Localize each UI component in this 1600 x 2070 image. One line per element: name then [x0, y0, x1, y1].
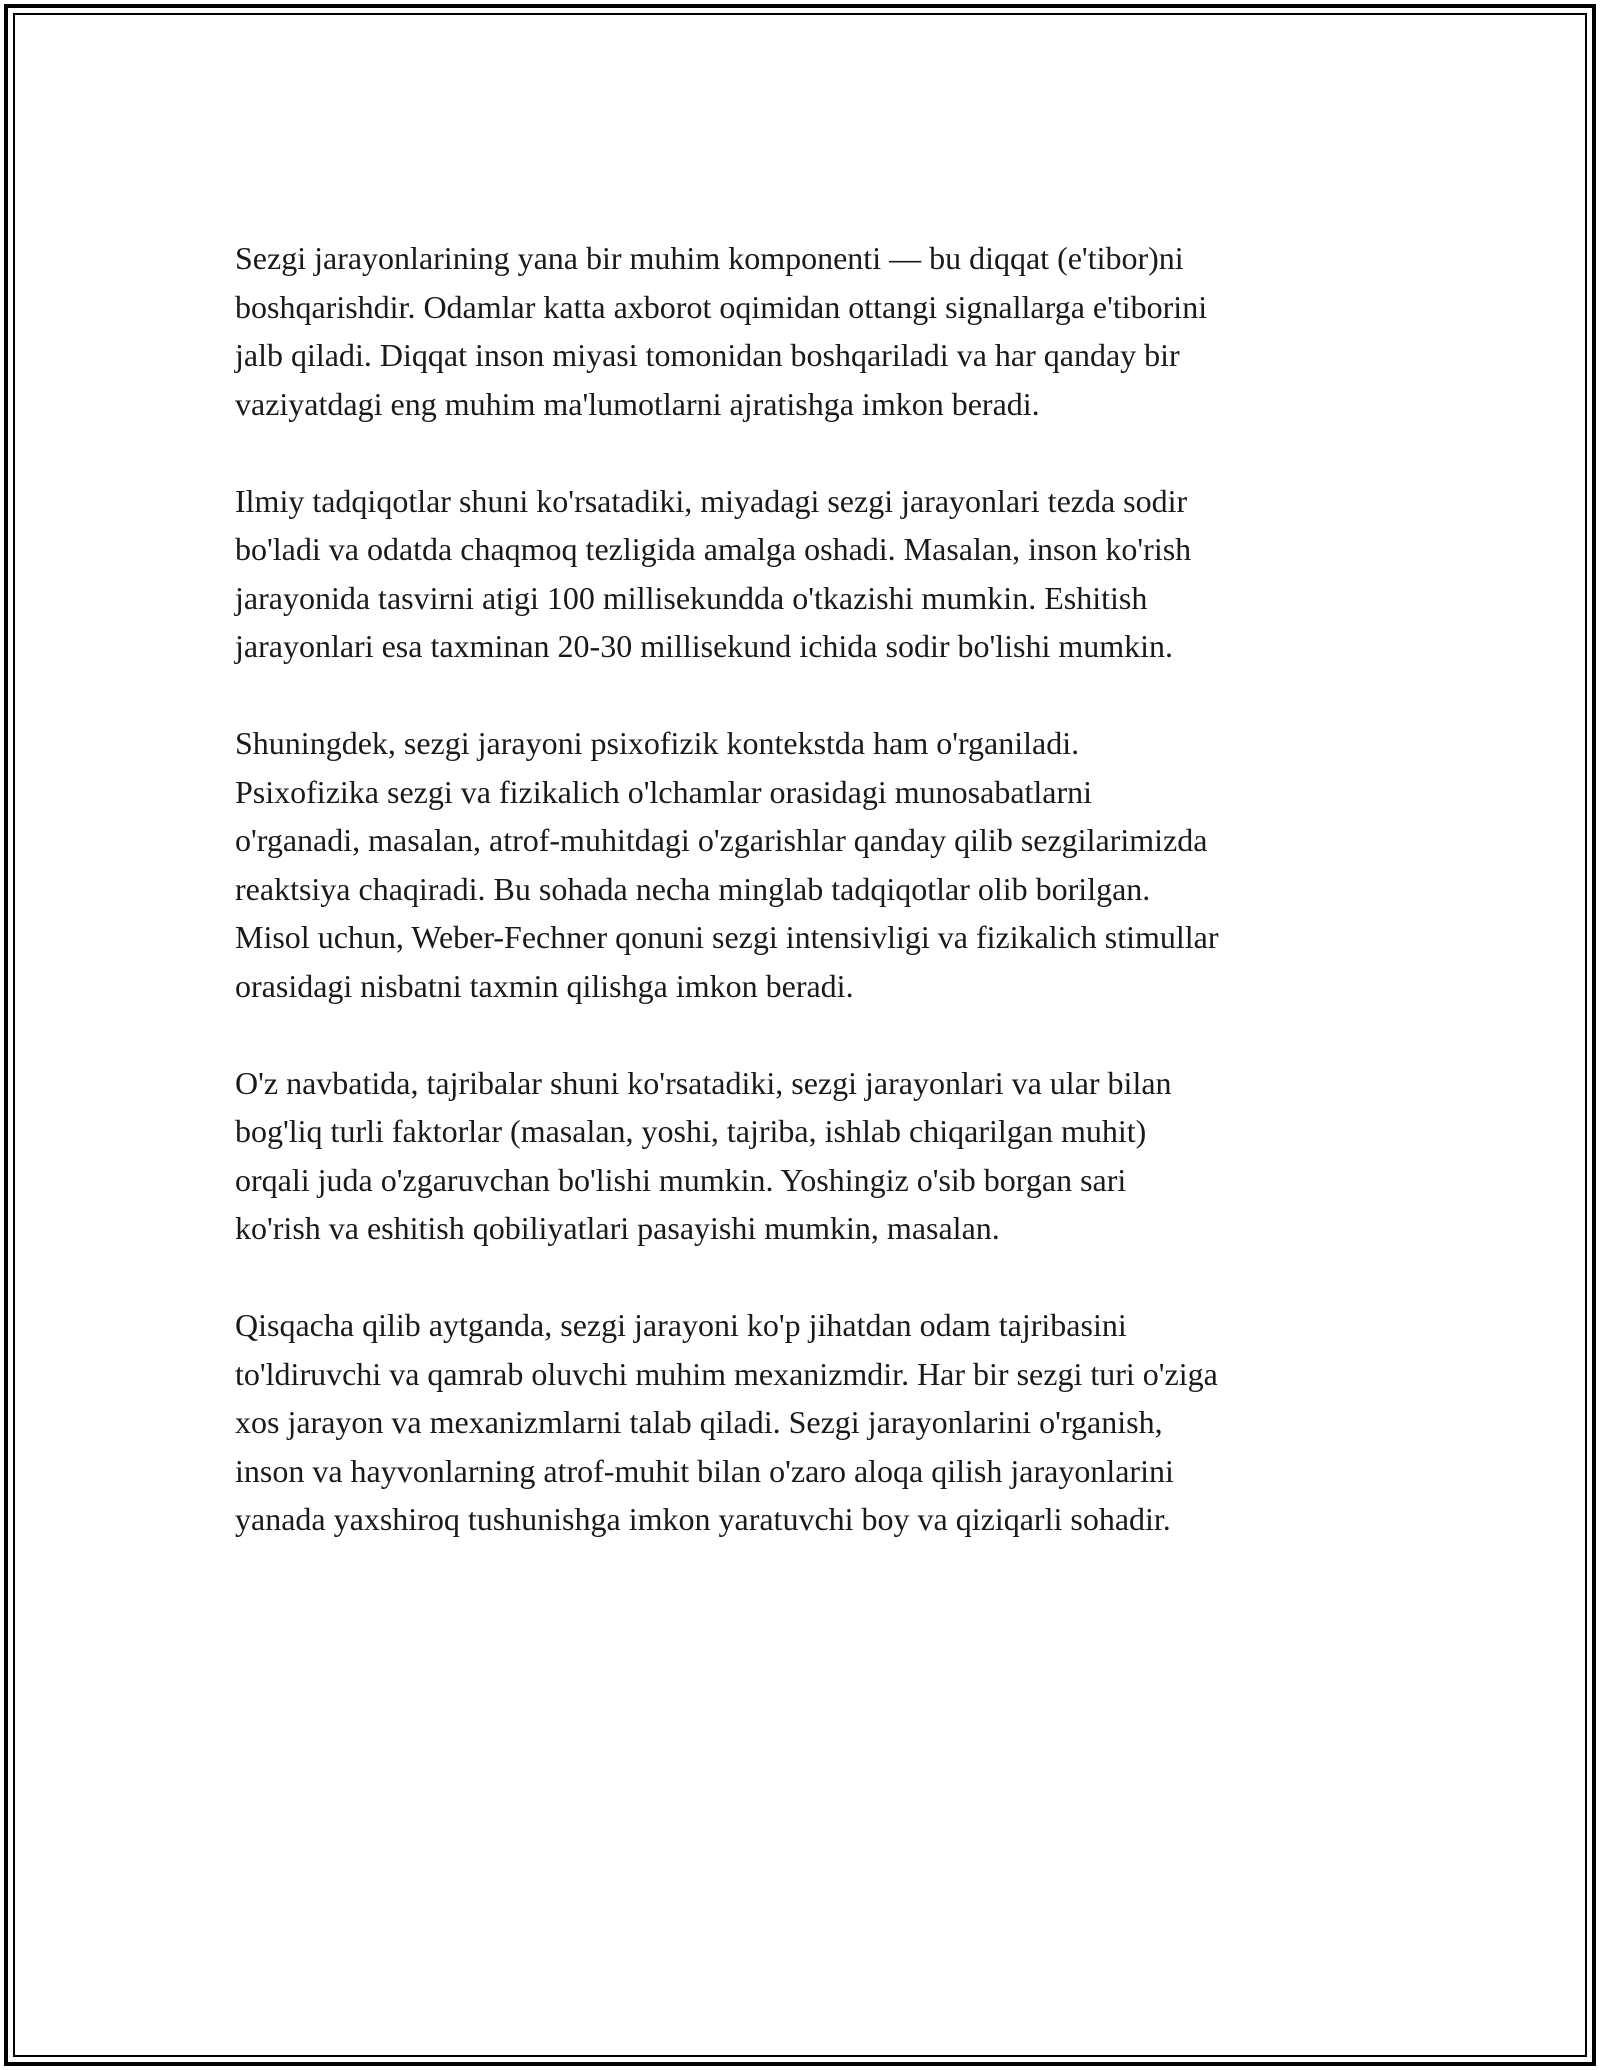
text-line: xos jarayon va mexanizmlarni talab qiladi. Sezgi jarayonlarini o'rganish,	[235, 1404, 1163, 1440]
text-line: Psixofizika sezgi va fizikalich o'lchamlar orasidagi munosabatlarni	[235, 773, 1093, 810]
text-line: jarayonlari esa taxminan 20-30 millisekund ichida sodir bo'lishi mumkin.	[235, 628, 1174, 664]
paragraph-1	[235, 234, 1395, 428]
text-line: o'rganadi, masalan, atrof-muhitdagi o'zgarishlar qanday qilib sezgilarimizda	[235, 822, 1208, 858]
text-line: inson va hayvonlarning atrof-muhit bilan o'zaro aloqa qilish jarayonlarini	[235, 1452, 1174, 1489]
text-line: to'ldiruvchi va qamrab oluvchi muhim mexanizmdir. Har bir sezgi turi o'ziga	[235, 1355, 1218, 1392]
text-line: orqali juda o'zgaruvchan bo'lishi mumkin. Yoshingiz o'sib borgan sari	[235, 1161, 1127, 1198]
text-line: Shuningdek, sezgi jarayoni psixofizik kontekstda ham o'rganiladi.	[235, 725, 1080, 761]
text-line: yanada yaxshiroq tushunishga imkon yaratuvchi boy va qiziqarli sohadir.	[235, 1501, 1171, 1537]
text-line: Ilmiy tadqiqotlar shuni ko'rsatadiki, miyadagi sezgi jarayonlari tezda sodir	[235, 482, 1188, 519]
text-line: bo'ladi va odatda chaqmoq tezligida amalga oshadi. Masalan, inson ko'rish	[235, 531, 1192, 567]
document-body	[235, 234, 1395, 1544]
text-line: vaziyatdagi eng muhim ma'lumotlarni ajratishga imkon beradi.	[235, 385, 1040, 422]
paragraph-5	[235, 1301, 1395, 1544]
text-line: Misol uchun, Weber-Fechner qonuni sezgi intensivligi va fizikalich stimullar	[235, 919, 1219, 955]
text-line: Qisqacha qilib aytganda, sezgi jarayoni ko'p jihatdan odam tajribasini	[235, 1307, 1127, 1343]
text-line: reaktsiya chaqiradi. Bu sohada necha minglab tadqiqotlar olib borilgan.	[235, 870, 1151, 907]
text-line: boshqarishdir. Odamlar katta axborot oqimidan ottangi signallarga e'tiborini	[235, 288, 1208, 325]
paragraph-2	[235, 477, 1395, 671]
text-line: Sezgi jarayonlarining yana bir muhim komponenti — bu diqqat (e'tibor)ni	[235, 240, 1184, 276]
text-line: orasidagi nisbatni taxmin qilishga imkon beradi.	[235, 967, 854, 1004]
text-line: ko'rish va eshitish qobiliyatlari pasayishi mumkin, masalan.	[235, 1210, 1000, 1246]
text-line: O'z navbatida, tajribalar shuni ko'rsatadiki, sezgi jarayonlari va ular bilan	[235, 1064, 1172, 1101]
text-line: bog'liq turli faktorlar (masalan, yoshi, tajriba, ishlab chiqarilgan muhit)	[235, 1113, 1147, 1149]
text-line: jarayonida tasvirni atigi 100 millisekundda o'tkazishi mumkin. Eshitish	[235, 579, 1148, 616]
text-line: jalb qiladi. Diqqat inson miyasi tomonidan boshqariladi va har qanday bir	[235, 337, 1180, 373]
paragraph-4	[235, 1059, 1395, 1253]
paragraph-3	[235, 719, 1395, 1010]
